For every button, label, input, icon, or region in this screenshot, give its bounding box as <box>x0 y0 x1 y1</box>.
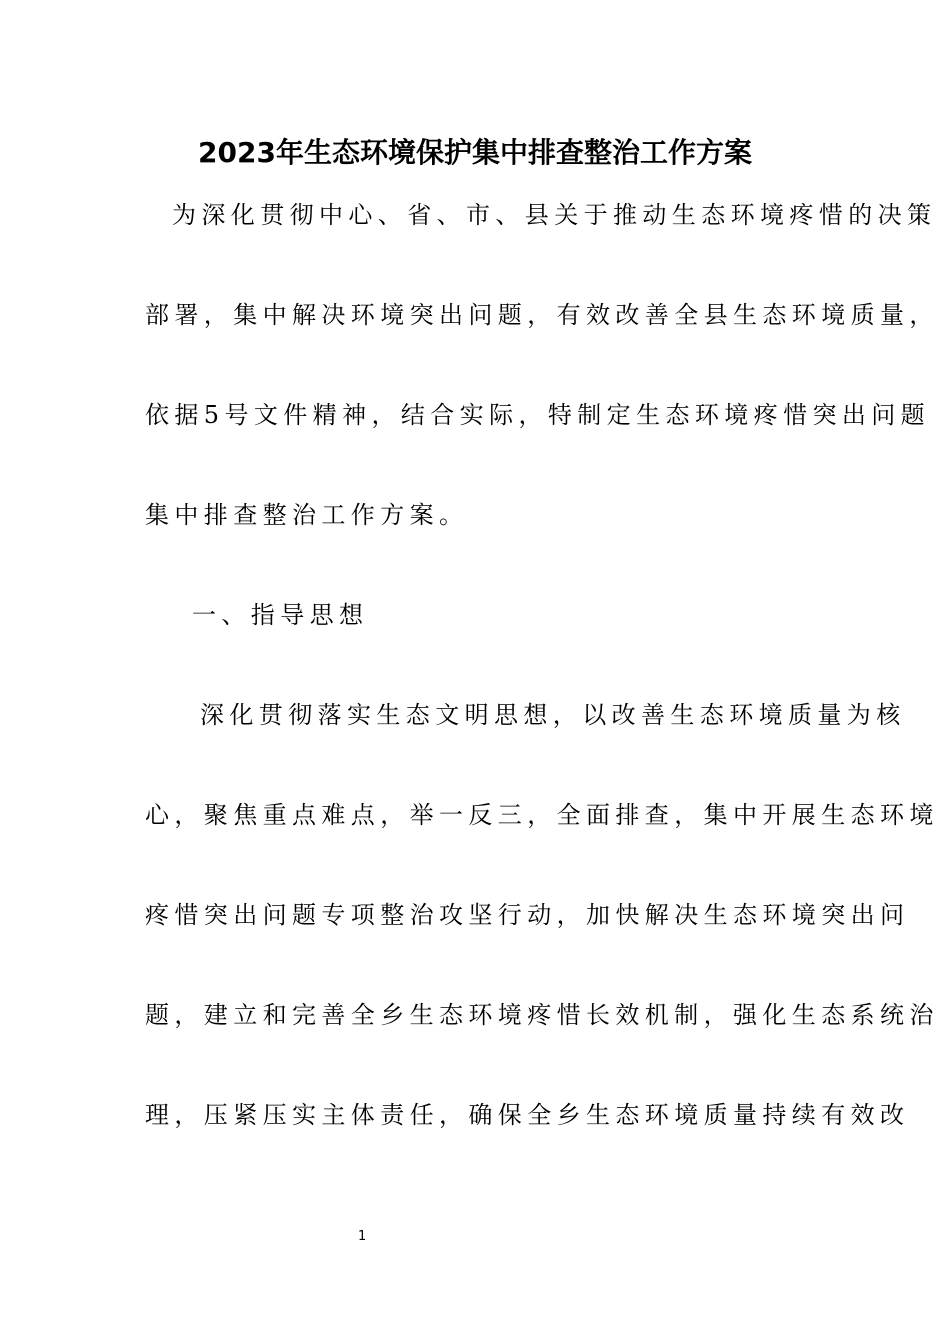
paragraph-line: 题，建立和完善全乡生态环境疼惜长效机制，强化生态系统治 <box>145 1001 939 1029</box>
paragraph-line: 依据5号文件精神，结合实际，特制定生态环境疼惜突出问题 <box>145 401 931 429</box>
paragraph-line: 深化贯彻落实生态文明思想，以改善生态环境质量为核 <box>200 701 906 729</box>
paragraph-line: 为深化贯彻中心、省、市、县关于推动生态环境疼惜的决策 <box>172 201 937 229</box>
document-title: 2023年生态环境保护集中排查整治工作方案 <box>198 136 752 169</box>
section-heading: 一、指导思想 <box>192 601 369 629</box>
paragraph-line: 部署，集中解决环境突出问题，有效改善全县生态环境质量， <box>145 301 939 329</box>
page-number: 1 <box>358 1229 367 1244</box>
paragraph-line: 疼惜突出问题专项整治攻坚行动，加快解决生态环境突出问 <box>145 901 910 929</box>
paragraph-line: 理，压紧压实主体责任，确保全乡生态环境质量持续有效改 <box>145 1101 910 1129</box>
paragraph-line: 心，聚焦重点难点，举一反三，全面排查，集中开展生态环境 <box>145 801 939 829</box>
paragraph-line: 集中排查整治工作方案。 <box>145 501 469 529</box>
